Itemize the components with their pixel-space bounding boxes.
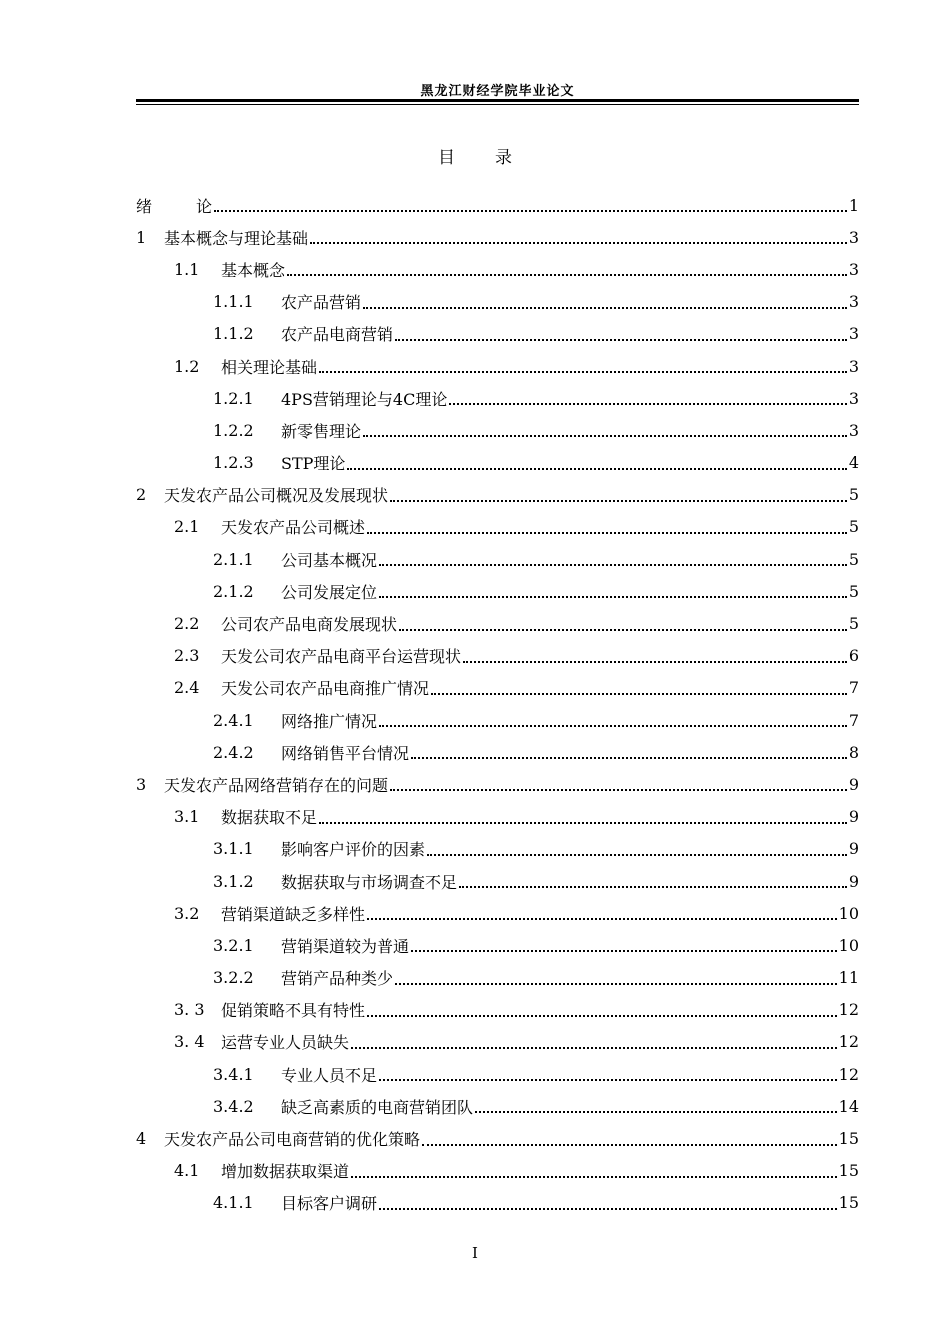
toc-entry-number: 2.4.2: [213, 742, 254, 762]
toc-entry-page: 5: [848, 581, 859, 601]
toc-entry-number: 2.1.2: [213, 581, 254, 601]
toc-entry[interactable]: [136, 736, 859, 768]
toc-entry-title: 运营专业人员缺失: [221, 1033, 350, 1053]
toc-heading-right: 录: [495, 148, 512, 168]
toc-entry-title: 天发公司农产品电商推广情况: [221, 679, 430, 699]
toc-entry[interactable]: [136, 607, 859, 639]
toc-dot-leader: [367, 918, 837, 920]
toc-entry[interactable]: [136, 929, 859, 961]
toc-entry[interactable]: [136, 511, 859, 543]
toc-entry-title: 网络销售平台情况: [281, 743, 410, 763]
toc-entry-title: 增加数据获取渠道: [221, 1162, 350, 1182]
toc-dot-leader: [379, 1079, 837, 1081]
header-rule-thin: [136, 104, 859, 105]
toc-dot-leader: [390, 500, 847, 502]
toc-dot-leader: [411, 757, 847, 759]
toc-entry[interactable]: [136, 447, 859, 479]
toc-dot-leader: [379, 725, 847, 727]
toc-entry-number: 3.4.1: [213, 1064, 254, 1084]
toc-entry-page: 5: [848, 485, 859, 505]
toc-entry-number: 1.1.2: [213, 324, 254, 344]
toc-entry[interactable]: [136, 382, 859, 414]
toc-entry-title: 数据获取不足: [221, 808, 318, 828]
toc-entry-number: 1.2: [174, 356, 200, 376]
toc-entry-page: 4: [848, 453, 859, 473]
table-of-contents: [136, 189, 859, 1219]
toc-entry-number: 3. 3: [174, 1000, 205, 1020]
toc-dot-leader: [427, 854, 847, 856]
toc-dot-leader: [459, 886, 847, 888]
toc-entry[interactable]: [136, 1122, 859, 1154]
toc-entry[interactable]: [136, 1187, 859, 1219]
toc-dot-leader: [379, 564, 847, 566]
toc-dot-leader: [390, 789, 847, 791]
toc-entry[interactable]: [136, 801, 859, 833]
toc-dot-leader: [363, 435, 847, 437]
toc-entry-number: 1.1.1: [213, 292, 254, 312]
toc-entry-page: 5: [848, 517, 859, 537]
toc-dot-leader: [367, 1015, 837, 1017]
toc-entry-page: 3: [848, 259, 859, 279]
toc-entry-page: 10: [838, 903, 859, 923]
toc-entry-title: 专业人员不足: [281, 1065, 378, 1085]
toc-dot-leader: [319, 371, 847, 373]
toc-entry-number: 1.2.1: [213, 388, 254, 408]
toc-entry-page: 7: [848, 678, 859, 698]
toc-dot-leader: [287, 274, 847, 276]
toc-entry-page: 3: [848, 356, 859, 376]
toc-entry-number: 3.2.1: [213, 935, 254, 955]
toc-entry[interactable]: [136, 865, 859, 897]
toc-dot-leader: [347, 468, 846, 470]
toc-dot-leader: [475, 1111, 837, 1113]
toc-dot-leader: [310, 242, 847, 244]
toc-entry-number: 2.1: [174, 517, 200, 537]
toc-entry-title: 公司发展定位: [281, 582, 378, 602]
toc-dot-leader: [214, 210, 847, 212]
toc-entry-page: 14: [838, 1096, 859, 1116]
toc-entry[interactable]: [136, 286, 859, 318]
toc-heading: [0, 143, 950, 168]
toc-entry-title: 影响客户评价的因素: [281, 840, 426, 860]
toc-dot-leader: [431, 693, 847, 695]
toc-entry-number: 3. 4: [174, 1032, 205, 1052]
toc-entry[interactable]: [136, 318, 859, 350]
toc-entry-title: 营销渠道较为普通: [281, 936, 410, 956]
toc-entry-number: 3.1: [174, 807, 200, 827]
toc-entry[interactable]: [136, 414, 859, 446]
toc-dot-leader: [379, 596, 847, 598]
toc-dot-leader: [367, 532, 847, 534]
toc-entry-page: 3: [848, 227, 859, 247]
toc-entry-title: 天发农产品网络营销存在的问题: [164, 775, 389, 795]
toc-entry[interactable]: [136, 768, 859, 800]
toc-entry-title: 促销策略不具有特性: [221, 1001, 366, 1021]
toc-entry-page: 15: [838, 1161, 859, 1181]
toc-heading-left: 目: [438, 148, 455, 168]
toc-entry-number: 3.2.2: [213, 968, 254, 988]
toc-entry-title: 天发农产品公司电商营销的优化策略: [164, 1130, 421, 1150]
toc-entry-number: 2: [136, 485, 147, 505]
toc-entry[interactable]: [136, 962, 859, 994]
toc-entry[interactable]: [136, 350, 859, 382]
toc-entry-title: 4PS营销理论与4C理论: [281, 389, 448, 409]
toc-entry[interactable]: [136, 479, 859, 511]
toc-entry-title: 新零售理论: [281, 421, 362, 441]
toc-entry-page: 11: [838, 968, 859, 988]
toc-entry-page: 3: [848, 324, 859, 344]
toc-entry-title: 缺乏高素质的电商营销团队: [281, 1097, 474, 1117]
toc-entry-title: 公司农产品电商发展现状: [221, 615, 398, 635]
toc-entry-title: 数据获取与市场调查不足: [281, 872, 458, 892]
toc-entry-number: 绪: [136, 196, 153, 216]
toc-entry-page: 7: [848, 710, 859, 730]
toc-entry-number: 3.1.1: [213, 839, 254, 859]
toc-entry[interactable]: [136, 543, 859, 575]
toc-dot-leader: [363, 307, 847, 309]
toc-entry-page: 3: [848, 388, 859, 408]
toc-entry[interactable]: [136, 994, 859, 1026]
toc-dot-leader: [351, 1047, 837, 1049]
toc-entry-number: 2.4.1: [213, 710, 254, 730]
toc-entry-page: 8: [848, 742, 859, 762]
toc-entry[interactable]: [136, 672, 859, 704]
toc-entry-number: 2.2: [174, 614, 200, 634]
toc-entry-number: 1.2.2: [213, 420, 254, 440]
toc-entry-number: 4.1: [174, 1161, 200, 1181]
toc-entry-number: 3: [136, 774, 147, 794]
toc-entry[interactable]: [136, 189, 859, 221]
toc-entry-page: 5: [848, 549, 859, 569]
toc-entry-number: 1: [136, 227, 147, 247]
header-rule-thick: [136, 99, 859, 102]
toc-entry[interactable]: [136, 575, 859, 607]
toc-entry-title: 基本概念: [221, 260, 286, 280]
toc-dot-leader: [463, 661, 847, 663]
toc-entry-title: 农产品营销: [281, 293, 362, 313]
toc-dot-leader: [319, 822, 847, 824]
toc-dot-leader: [449, 403, 846, 405]
toc-entry-number: 4.1.1: [213, 1193, 254, 1213]
footer-page-number: I: [472, 1244, 478, 1262]
toc-entry-number: 3.4.2: [213, 1096, 254, 1116]
toc-dot-leader: [399, 629, 847, 631]
toc-entry-page: 9: [848, 807, 859, 827]
toc-entry-page: 9: [848, 871, 859, 891]
toc-entry-page: 9: [848, 774, 859, 794]
toc-entry[interactable]: [136, 1058, 859, 1090]
toc-dot-leader: [422, 1144, 837, 1146]
toc-entry-title: 天发农产品公司概述: [221, 518, 366, 538]
toc-entry-number: 2.3: [174, 646, 200, 666]
toc-entry-page: 10: [838, 935, 859, 955]
toc-entry-number: 4: [136, 1129, 147, 1149]
toc-entry[interactable]: [136, 640, 859, 672]
toc-dot-leader: [411, 950, 837, 952]
toc-entry[interactable]: [136, 704, 859, 736]
toc-entry-page: 12: [838, 1032, 859, 1052]
running-header-title: 黑龙江财经学院毕业论文: [420, 84, 575, 99]
toc-entry-title: 天发农产品公司概况及发展现状: [164, 486, 389, 506]
toc-entry-title: 营销渠道缺乏多样性: [221, 904, 366, 924]
toc-entry-number: 3.2: [174, 903, 200, 923]
toc-dot-leader: [395, 983, 837, 985]
toc-entry-title: 网络推广情况: [281, 711, 378, 731]
toc-dot-leader: [351, 1176, 837, 1178]
toc-entry-number: 3.1.2: [213, 871, 254, 891]
toc-entry[interactable]: [136, 221, 859, 253]
toc-entry[interactable]: [136, 1090, 859, 1122]
toc-entry-page: 9: [848, 839, 859, 859]
toc-entry-title: 目标客户调研: [281, 1194, 378, 1214]
toc-entry-title: 天发公司农产品电商平台运营现状: [221, 647, 462, 667]
toc-entry[interactable]: [136, 897, 859, 929]
toc-dot-leader: [395, 339, 847, 341]
toc-entry-title: 相关理论基础: [221, 357, 318, 377]
toc-entry[interactable]: [136, 1026, 859, 1058]
toc-entry-number: 2.4: [174, 678, 200, 698]
toc-entry-page: 1: [848, 195, 859, 215]
toc-entry-page: 6: [848, 646, 859, 666]
toc-entry-title: 营销产品种类少: [281, 969, 394, 989]
toc-entry[interactable]: [136, 833, 859, 865]
toc-entry-number: 2.1.1: [213, 549, 254, 569]
toc-entry-page: 15: [838, 1129, 859, 1149]
toc-entry-page: 15: [838, 1193, 859, 1213]
toc-dot-leader: [379, 1208, 837, 1210]
toc-entry-page: 3: [848, 420, 859, 440]
toc-entry-title: 农产品电商营销: [281, 325, 394, 345]
toc-entry-number: 1.2.3: [213, 453, 254, 473]
toc-entry-page: 12: [838, 1064, 859, 1084]
toc-entry-page: 3: [848, 292, 859, 312]
toc-entry-title: 论: [196, 196, 213, 216]
toc-entry-number: 1.1: [174, 259, 200, 279]
toc-entry[interactable]: [136, 1155, 859, 1187]
toc-entry-title: 基本概念与理论基础: [164, 228, 309, 248]
toc-entry[interactable]: [136, 253, 859, 285]
toc-entry-page: 12: [838, 1000, 859, 1020]
toc-entry-page: 5: [848, 614, 859, 634]
toc-entry-title: 公司基本概况: [281, 550, 378, 570]
toc-entry-title: STP理论: [281, 454, 346, 474]
